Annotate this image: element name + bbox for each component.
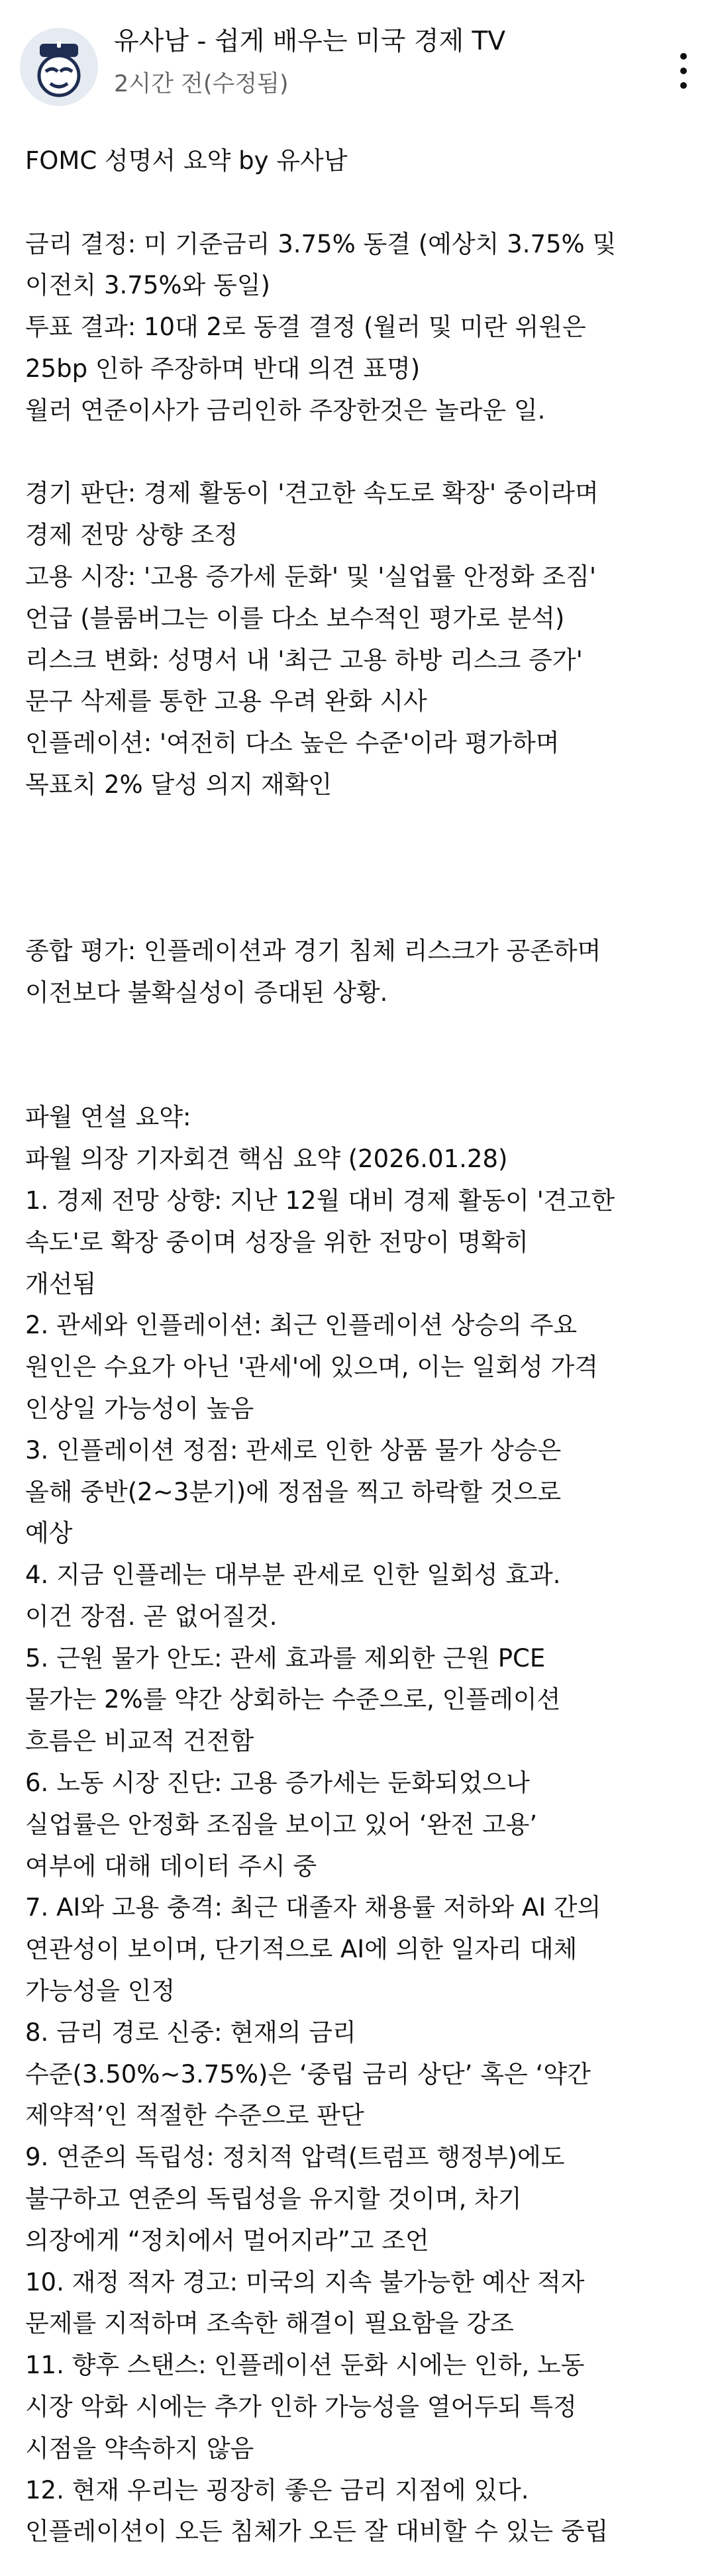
post-line	[25, 806, 701, 848]
post-line: 인플레이션: '여전히 다소 높은 수준'이라 평가하며	[25, 729, 560, 758]
post-line	[25, 182, 701, 224]
post-line: 연관성이 보이며, 단기적으로 AI에 의한 일자리 대체	[25, 1935, 578, 1964]
post-line: 월러 연준이사가 금리인하 주장한것은 놀라운 일.	[25, 395, 546, 425]
menu-dot	[680, 68, 687, 74]
post-line: 불구하고 연준의 독립성을 유지할 것이며, 차기	[25, 2185, 522, 2214]
channel-avatar-icon[interactable]	[20, 28, 98, 106]
post-line: 10. 재정 적자 경고: 미국의 지속 불가능한 예산 적자	[25, 2267, 585, 2296]
post-line: 여부에 대해 데이터 주시 중	[25, 1851, 317, 1880]
post-line: 11. 향후 스탠스: 인플레이션 둔화 시에는 인하, 노동	[25, 2351, 585, 2380]
more-vertical-icon[interactable]	[670, 48, 697, 94]
post-line: 수준(3.50%~3.75%)은 ‘중립 금리 상단’ 혹은 ‘약간	[25, 2059, 591, 2088]
post-line: 이건 장점. 곧 없어질것.	[25, 1602, 278, 1631]
post-line: 인플레이션이 오든 침체가 오든 잘 대비할 수 있는 중립	[25, 2517, 609, 2546]
post-line: 제약적’인 적절한 수준으로 판단	[25, 2101, 364, 2130]
channel-name[interactable]: 유사남 - 쉽게 배우는 미국 경제 TV	[114, 26, 506, 56]
post-line: 경기 판단: 경제 활동이 '견고한 속도로 확장' 중이라며	[25, 479, 599, 508]
post-line: 이전치 3.75%와 동일)	[25, 271, 270, 300]
post-line: 이전보다 불확실성이 증대된 상황.	[25, 978, 388, 1007]
post-line: 올해 중반(2~3분기)에 정점을 찍고 하락할 것으로	[25, 1477, 562, 1506]
post-line: 4. 지금 인플레는 대부분 관세로 인한 일회성 효과.	[25, 1561, 561, 1590]
post-line	[25, 432, 701, 474]
post-line: 종합 평가: 인플레이션과 경기 침체 리스크가 공존하며	[25, 937, 601, 966]
post-line: 25bp 인하 주장하며 반대 의견 표명)	[25, 354, 421, 383]
post-line: 목표치 2% 달성 의지 재확인	[25, 770, 332, 799]
post-line: 실업률은 안정화 조짐을 보이고 있어 ‘완전 고용’	[25, 1810, 538, 1839]
post-line: 투표 결과: 10대 2로 동결 결정 (월러 및 미란 위원은	[25, 313, 586, 342]
post-line: 문제를 지적하며 조속한 해결이 필요함을 강조	[25, 2309, 514, 2338]
post-line: 9. 연준의 독립성: 정치적 압력(트럼프 행정부)에도	[25, 2143, 565, 2172]
post-line: 1. 경제 전망 상향: 지난 12월 대비 경제 활동이 '견고한	[25, 1186, 615, 1215]
post-line: 6. 노동 시장 진단: 고용 증가세는 둔화되었으나	[25, 1769, 530, 1798]
post-line: 인상일 가능성이 높음	[25, 1394, 254, 1423]
post-line: 예상	[25, 1519, 73, 1548]
post-line: 흐름은 비교적 건전함	[25, 1727, 254, 1756]
post-line: 5. 근원 물가 안도: 관세 효과를 제외한 근원 PCE	[25, 1643, 546, 1673]
post-line: 의장에게 “정치에서 멀어지라”고 조언	[25, 2226, 429, 2255]
post-line: 고용 시장: '고용 증가세 둔화' 및 '실업률 안정화 조짐'	[25, 562, 597, 591]
post-line: 3. 인플레이션 정점: 관세로 인한 상품 물가 상승은	[25, 1435, 562, 1465]
post-line	[25, 1056, 701, 1098]
menu-dot	[680, 82, 687, 89]
post-line: 물가는 2%를 약간 상회하는 수준으로, 인플레이션	[25, 1685, 561, 1714]
post-line	[25, 848, 701, 890]
post-line: 리스크 변화: 성명서 내 '최근 고용 하방 리스크 증가'	[25, 645, 583, 674]
menu-dot	[680, 53, 687, 60]
channel-avatar-graphic	[20, 28, 98, 106]
post-line: 12. 현재 우리는 굉장히 좋은 금리 지점에 있다.	[25, 2475, 529, 2504]
post-body	[25, 140, 701, 2553]
post-line: 2. 관세와 인플레이션: 최근 인플레이션 상승의 주요	[25, 1311, 578, 1340]
post-line: FOMC 성명서 요약 by 유사남	[25, 146, 348, 175]
post-line	[25, 889, 701, 931]
post-header	[0, 0, 714, 126]
post-line: 속도'로 확장 중이며 성장을 위한 전망이 명확히	[25, 1227, 529, 1257]
post-line: 원인은 수요가 아닌 '관세'에 있으며, 이는 일회성 가격	[25, 1353, 599, 1382]
post-line: 8. 금리 경로 신중: 현재의 금리	[25, 2018, 356, 2047]
post-line: 개선됨	[25, 1269, 97, 1298]
post-line	[25, 1014, 701, 1056]
post-line: 가능성을 인정	[25, 1977, 176, 2006]
post-time: 2시간 전(수정됨)	[114, 71, 289, 97]
post-line: 파월 연설 요약:	[25, 1103, 191, 1132]
post-line: 7. AI와 고용 충격: 최근 대졸자 채용률 저하와 AI 간의	[25, 1893, 601, 1922]
post-line: 금리 결정: 미 기준금리 3.75% 동결 (예상치 3.75% 및	[25, 229, 617, 258]
post-line: 경제 전망 상향 조정	[25, 521, 238, 550]
post-line: 시점을 약속하지 않음	[25, 2434, 254, 2463]
post-line: 언급 (블룸버그는 이를 다소 보수적인 평가로 분석)	[25, 603, 565, 633]
post-line: 파월 의장 기자회견 핵심 요약 (2026.01.28)	[25, 1145, 508, 1174]
post-line: 문구 삭제를 통한 고용 우려 완화 시사	[25, 687, 427, 716]
post-line: 시장 악화 시에는 추가 인하 가능성을 열어두되 특정	[25, 2393, 577, 2422]
